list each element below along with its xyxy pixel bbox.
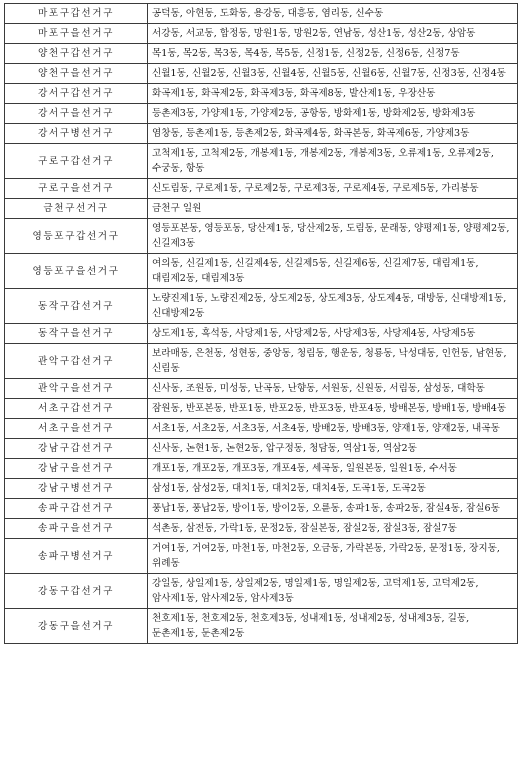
district-name-cell: 동작구갑선거구 (5, 289, 148, 324)
district-name-cell: 구로구갑선거구 (5, 144, 148, 179)
district-name-cell: 동작구을선거구 (5, 324, 148, 344)
district-areas-cell: 석촌동, 삼전동, 가락1동, 문정2동, 잠실본동, 잠실2동, 잠실3동, 잠실7동 (148, 519, 518, 539)
district-areas-cell: 개포1동, 개포2동, 개포3동, 개포4동, 세곡동, 일원본동, 일원1동, 수서동 (148, 459, 518, 479)
district-name-cell: 영등포구갑선거구 (5, 219, 148, 254)
district-areas-cell: 금천구 일원 (148, 199, 518, 219)
district-name-cell: 관악구갑선거구 (5, 344, 148, 379)
table-row (5, 519, 518, 539)
table-row (5, 179, 518, 199)
district-name-cell: 관악구을선거구 (5, 379, 148, 399)
table-row (5, 324, 518, 344)
district-areas-cell: 풍납1동, 풍납2동, 방이1동, 방이2동, 오륜동, 송파1동, 송파2동, 잠실4동, 잠실6동 (148, 499, 518, 519)
district-areas-cell: 공덕동, 아현동, 도화동, 용강동, 대흥동, 염리동, 신수동 (148, 4, 518, 24)
district-name-cell: 양천구갑선거구 (5, 44, 148, 64)
district-name-cell: 송파구병선거구 (5, 539, 148, 574)
district-areas-cell: 신사동, 논현1동, 논현2동, 압구정동, 청담동, 역삼1동, 역삼2동 (148, 439, 518, 459)
table-row (5, 144, 518, 179)
table-row (5, 344, 518, 379)
district-areas-cell: 염창동, 등촌제1동, 등촌제2동, 화곡제4동, 화곡본동, 화곡제6동, 가양제3동 (148, 124, 518, 144)
district-name-cell: 양천구을선거구 (5, 64, 148, 84)
table-row (5, 479, 518, 499)
district-areas-cell: 강일동, 상일제1동, 상일제2동, 명일제1동, 명일제2동, 고덕제1동, 고덕제2동, 암사제1동, 암사제2동, 암사제3동 (148, 574, 518, 609)
district-areas-cell: 신월1동, 신월2동, 신월3동, 신월4동, 신월5동, 신월6동, 신월7동, 신정3동, 신정4동 (148, 64, 518, 84)
district-areas-cell: 서강동, 서교동, 합정동, 망원1동, 망원2동, 연남동, 성산1동, 성산2동, 상암동 (148, 24, 518, 44)
district-name-cell: 마포구갑선거구 (5, 4, 148, 24)
table-row (5, 4, 518, 24)
district-name-cell: 구로구을선거구 (5, 179, 148, 199)
district-areas-cell: 천호제1동, 천호제2동, 천호제3동, 성내제1동, 성내제2동, 성내제3동, 길동, 둔촌제1동, 둔촌제2동 (148, 609, 518, 644)
table-row (5, 439, 518, 459)
table-row (5, 254, 518, 289)
district-areas-cell: 노량진제1동, 노량진제2동, 상도제2동, 상도제3동, 상도제4동, 대방동, 신대방제1동, 신대방제2동 (148, 289, 518, 324)
district-areas-cell: 화곡제1동, 화곡제2동, 화곡제3동, 화곡제8동, 발산제1동, 우장산동 (148, 84, 518, 104)
district-areas-cell: 거여1동, 거여2동, 마천1동, 마천2동, 오금동, 가락본동, 가락2동, 문정1동, 장지동, 위례동 (148, 539, 518, 574)
table-row (5, 64, 518, 84)
district-name-cell: 서초구갑선거구 (5, 399, 148, 419)
district-areas-cell: 삼성1동, 삼성2동, 대치1동, 대치2동, 대치4동, 도곡1동, 도곡2동 (148, 479, 518, 499)
district-name-cell: 강서구갑선거구 (5, 84, 148, 104)
district-name-cell: 강남구갑선거구 (5, 439, 148, 459)
district-name-cell: 송파구갑선거구 (5, 499, 148, 519)
district-areas-cell: 목1동, 목2동, 목3동, 목4동, 목5동, 신정1동, 신정2동, 신정6동, 신정7동 (148, 44, 518, 64)
table-row (5, 24, 518, 44)
district-areas-cell: 상도제1동, 흑석동, 사당제1동, 사당제2동, 사당제3동, 사당제4동, 사당제5동 (148, 324, 518, 344)
district-name-cell: 금천구선거구 (5, 199, 148, 219)
table-row (5, 574, 518, 609)
district-name-cell: 강동구갑선거구 (5, 574, 148, 609)
district-areas-cell: 서초1동, 서초2동, 서초3동, 서초4동, 방배2동, 방배3동, 양재1동, 양재2동, 내곡동 (148, 419, 518, 439)
district-areas-cell: 여의동, 신길제1동, 신길제4동, 신길제5동, 신길제6동, 신길제7동, 대림제1동, 대림제2동, 대림제3동 (148, 254, 518, 289)
table-row (5, 84, 518, 104)
district-name-cell: 마포구을선거구 (5, 24, 148, 44)
table-row (5, 379, 518, 399)
district-name-cell: 서초구을선거구 (5, 419, 148, 439)
district-areas-cell: 신도림동, 구로제1동, 구로제2동, 구로제3동, 구로제4동, 구로제5동, 가리봉동 (148, 179, 518, 199)
district-name-cell: 강서구을선거구 (5, 104, 148, 124)
district-name-cell: 강서구병선거구 (5, 124, 148, 144)
table-row (5, 539, 518, 574)
district-areas-cell: 보라매동, 은천동, 성현동, 중앙동, 청림동, 행운동, 청룡동, 낙성대동, 인헌동, 남현동, 신림동 (148, 344, 518, 379)
table-row (5, 419, 518, 439)
table-row (5, 44, 518, 64)
district-name-cell: 강남구을선거구 (5, 459, 148, 479)
table-row (5, 104, 518, 124)
table-row (5, 399, 518, 419)
district-areas-cell: 신사동, 조원동, 미성동, 난곡동, 난향동, 서원동, 신원동, 서림동, 삼성동, 대학동 (148, 379, 518, 399)
table-row (5, 609, 518, 644)
table-row (5, 459, 518, 479)
district-name-cell: 강남구병선거구 (5, 479, 148, 499)
table-row (5, 499, 518, 519)
district-areas-cell: 잠원동, 반포본동, 반포1동, 반포2동, 반포3동, 반포4동, 방배본동, 방배1동, 방배4동 (148, 399, 518, 419)
district-name-cell: 송파구을선거구 (5, 519, 148, 539)
district-areas-cell: 등촌제3동, 가양제1동, 가양제2동, 공항동, 방화제1동, 방화제2동, 방화제3동 (148, 104, 518, 124)
district-name-cell: 강동구을선거구 (5, 609, 148, 644)
electoral-district-table (4, 3, 518, 644)
table-row (5, 289, 518, 324)
district-areas-cell: 영등포본동, 영등포동, 당산제1동, 당산제2동, 도림동, 문래동, 양평제1동, 양평제2동, 신길제3동 (148, 219, 518, 254)
table-row (5, 219, 518, 254)
table-body (5, 4, 518, 644)
district-areas-cell: 고척제1동, 고척제2동, 개봉제1동, 개봉제2동, 개봉제3동, 오류제1동, 오류제2동, 수궁동, 항동 (148, 144, 518, 179)
table-row (5, 199, 518, 219)
district-name-cell: 영등포구을선거구 (5, 254, 148, 289)
table-row (5, 124, 518, 144)
